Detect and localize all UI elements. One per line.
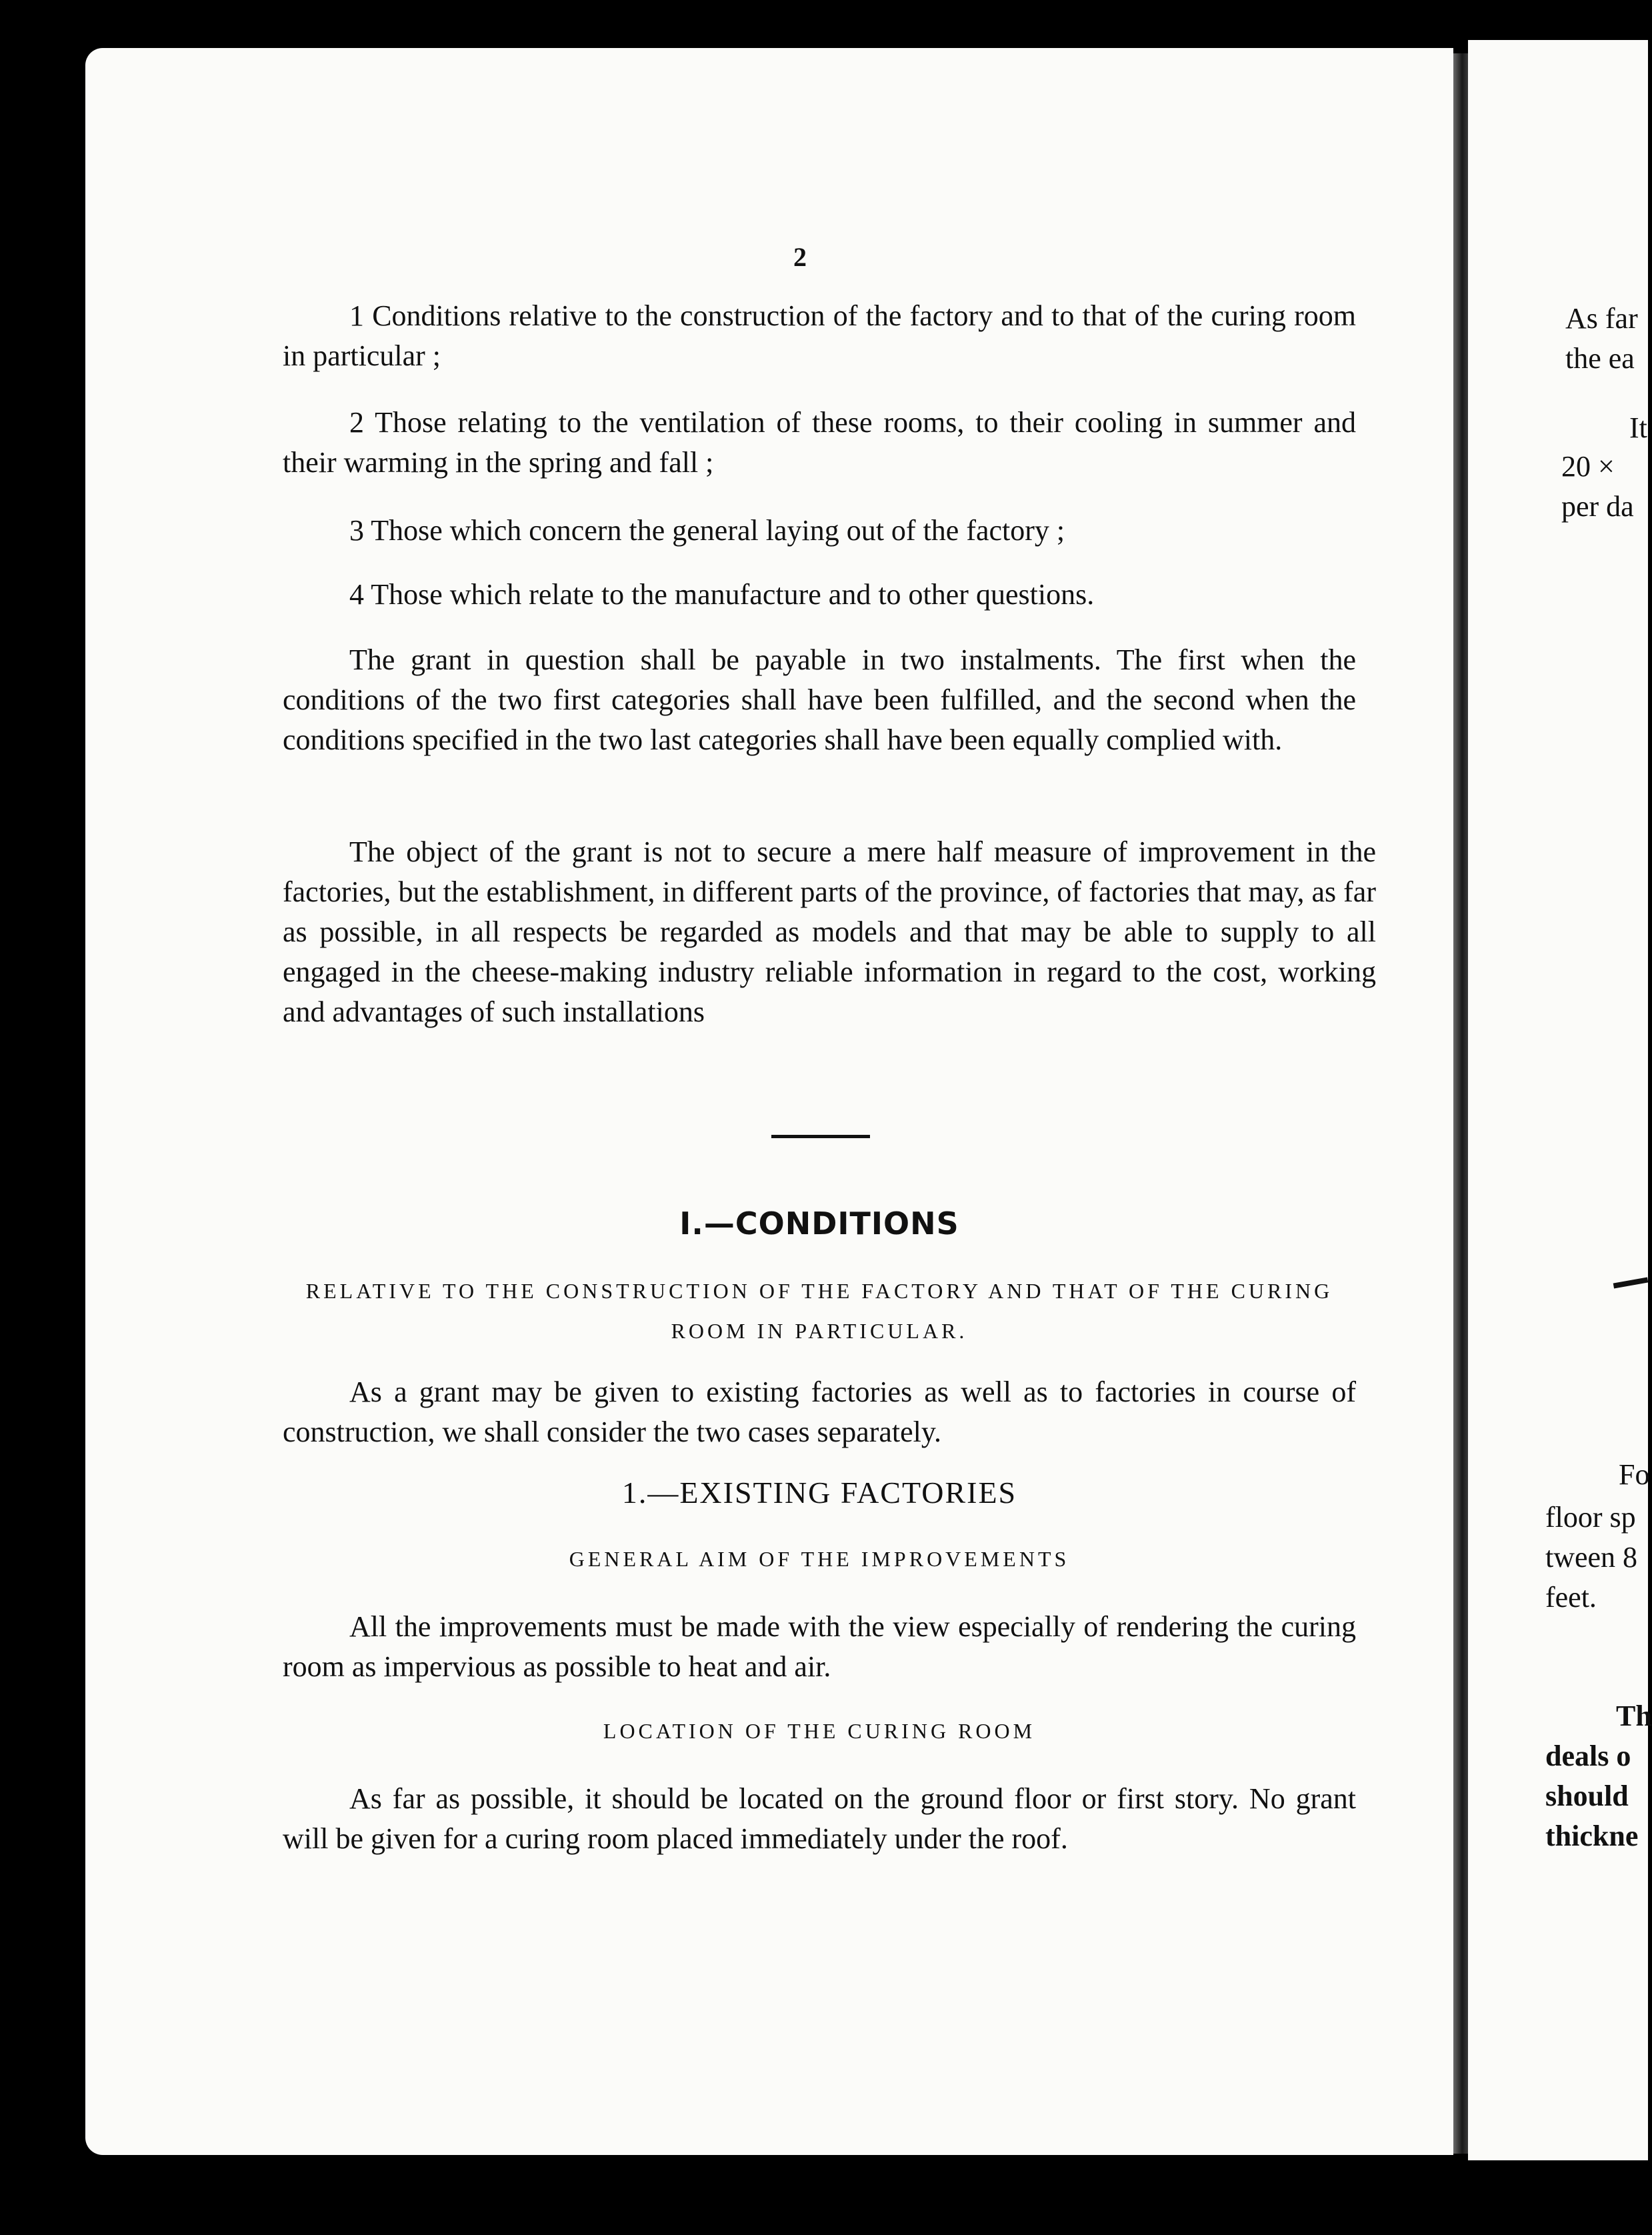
aim-paragraph: All the improvements must be made with the view especially of rendering the curing room as impervious as possible to heat and air. <box>283 1610 1356 1683</box>
right-fragment: tween 8 <box>1545 1541 1638 1574</box>
right-fragment: deals o <box>1545 1740 1631 1772</box>
right-fragment: It <box>1629 411 1647 444</box>
right-fragment: the ea <box>1565 342 1635 375</box>
right-fragment: thickne <box>1545 1820 1639 1852</box>
section-divider <box>771 1135 870 1138</box>
right-fragment: As far <box>1565 302 1638 335</box>
right-fragment: floor sp <box>1545 1501 1636 1534</box>
section-title: I.—CONDITIONS <box>679 1206 959 1242</box>
right-fragment: Fo <box>1619 1458 1650 1491</box>
section-intro: As a grant may be given to existing factories as well as to factories in course of construction, we shall consider the two cases separately. <box>283 1376 1356 1448</box>
grant-instalments-paragraph: The grant in question shall be payable in two instalments. The first when the conditions of the two first categories shall have been fulfilled, and the second when the conditions specified in the two last categories shall have been equally complied with. <box>283 643 1356 756</box>
location-heading: LOCATION OF THE CURING ROOM <box>603 1719 1036 1743</box>
aim-heading: GENERAL AIM OF THE IMPROVEMENTS <box>569 1547 1070 1571</box>
right-fragment: per da <box>1561 490 1634 523</box>
condition-list-item-4: 4 Those which relate to the manufacture and to other questions. <box>349 578 1095 611</box>
section-subtitle: RELATIVE TO THE CONSTRUCTION OF THE FACTORY AND THAT OF THE CURING ROOM IN PARTICULAR. <box>305 1279 1333 1343</box>
condition-list-item-1: 1 Conditions relative to the construction of the factory and to that of the curing room in particular ; <box>283 299 1356 372</box>
right-fragment: Th <box>1616 1700 1652 1732</box>
location-paragraph: As far as possible, it should be located on the ground floor or first story. No grant will be given for a curing room placed immediately under the roof. <box>283 1782 1356 1855</box>
subsection-title: 1.—EXISTING FACTORIES <box>621 1476 1017 1510</box>
page-number: 2 <box>793 242 807 272</box>
right-fragment: feet. <box>1545 1581 1597 1614</box>
condition-list-item-3: 3 Those which concern the general laying out of the factory ; <box>349 514 1065 547</box>
right-fragment: 20 × <box>1561 450 1615 483</box>
grant-object-paragraph: The object of the grant is not to secure a mere half measure of improvement in the factories, but the establishment, in different parts of the province, of factories that may, as far as possible, in all respects be regarded as models and that may be able to supply to all engaged in the cheese-making industry reliable information in regard to the cost, working and advantages of such installations <box>283 835 1376 1028</box>
right-fragment: should <box>1545 1780 1629 1812</box>
book-spine <box>1453 53 1468 2154</box>
condition-list-item-2: 2 Those relating to the ventilation of these rooms, to their cooling in summer and their warming in the spring and fall ; <box>283 406 1356 479</box>
